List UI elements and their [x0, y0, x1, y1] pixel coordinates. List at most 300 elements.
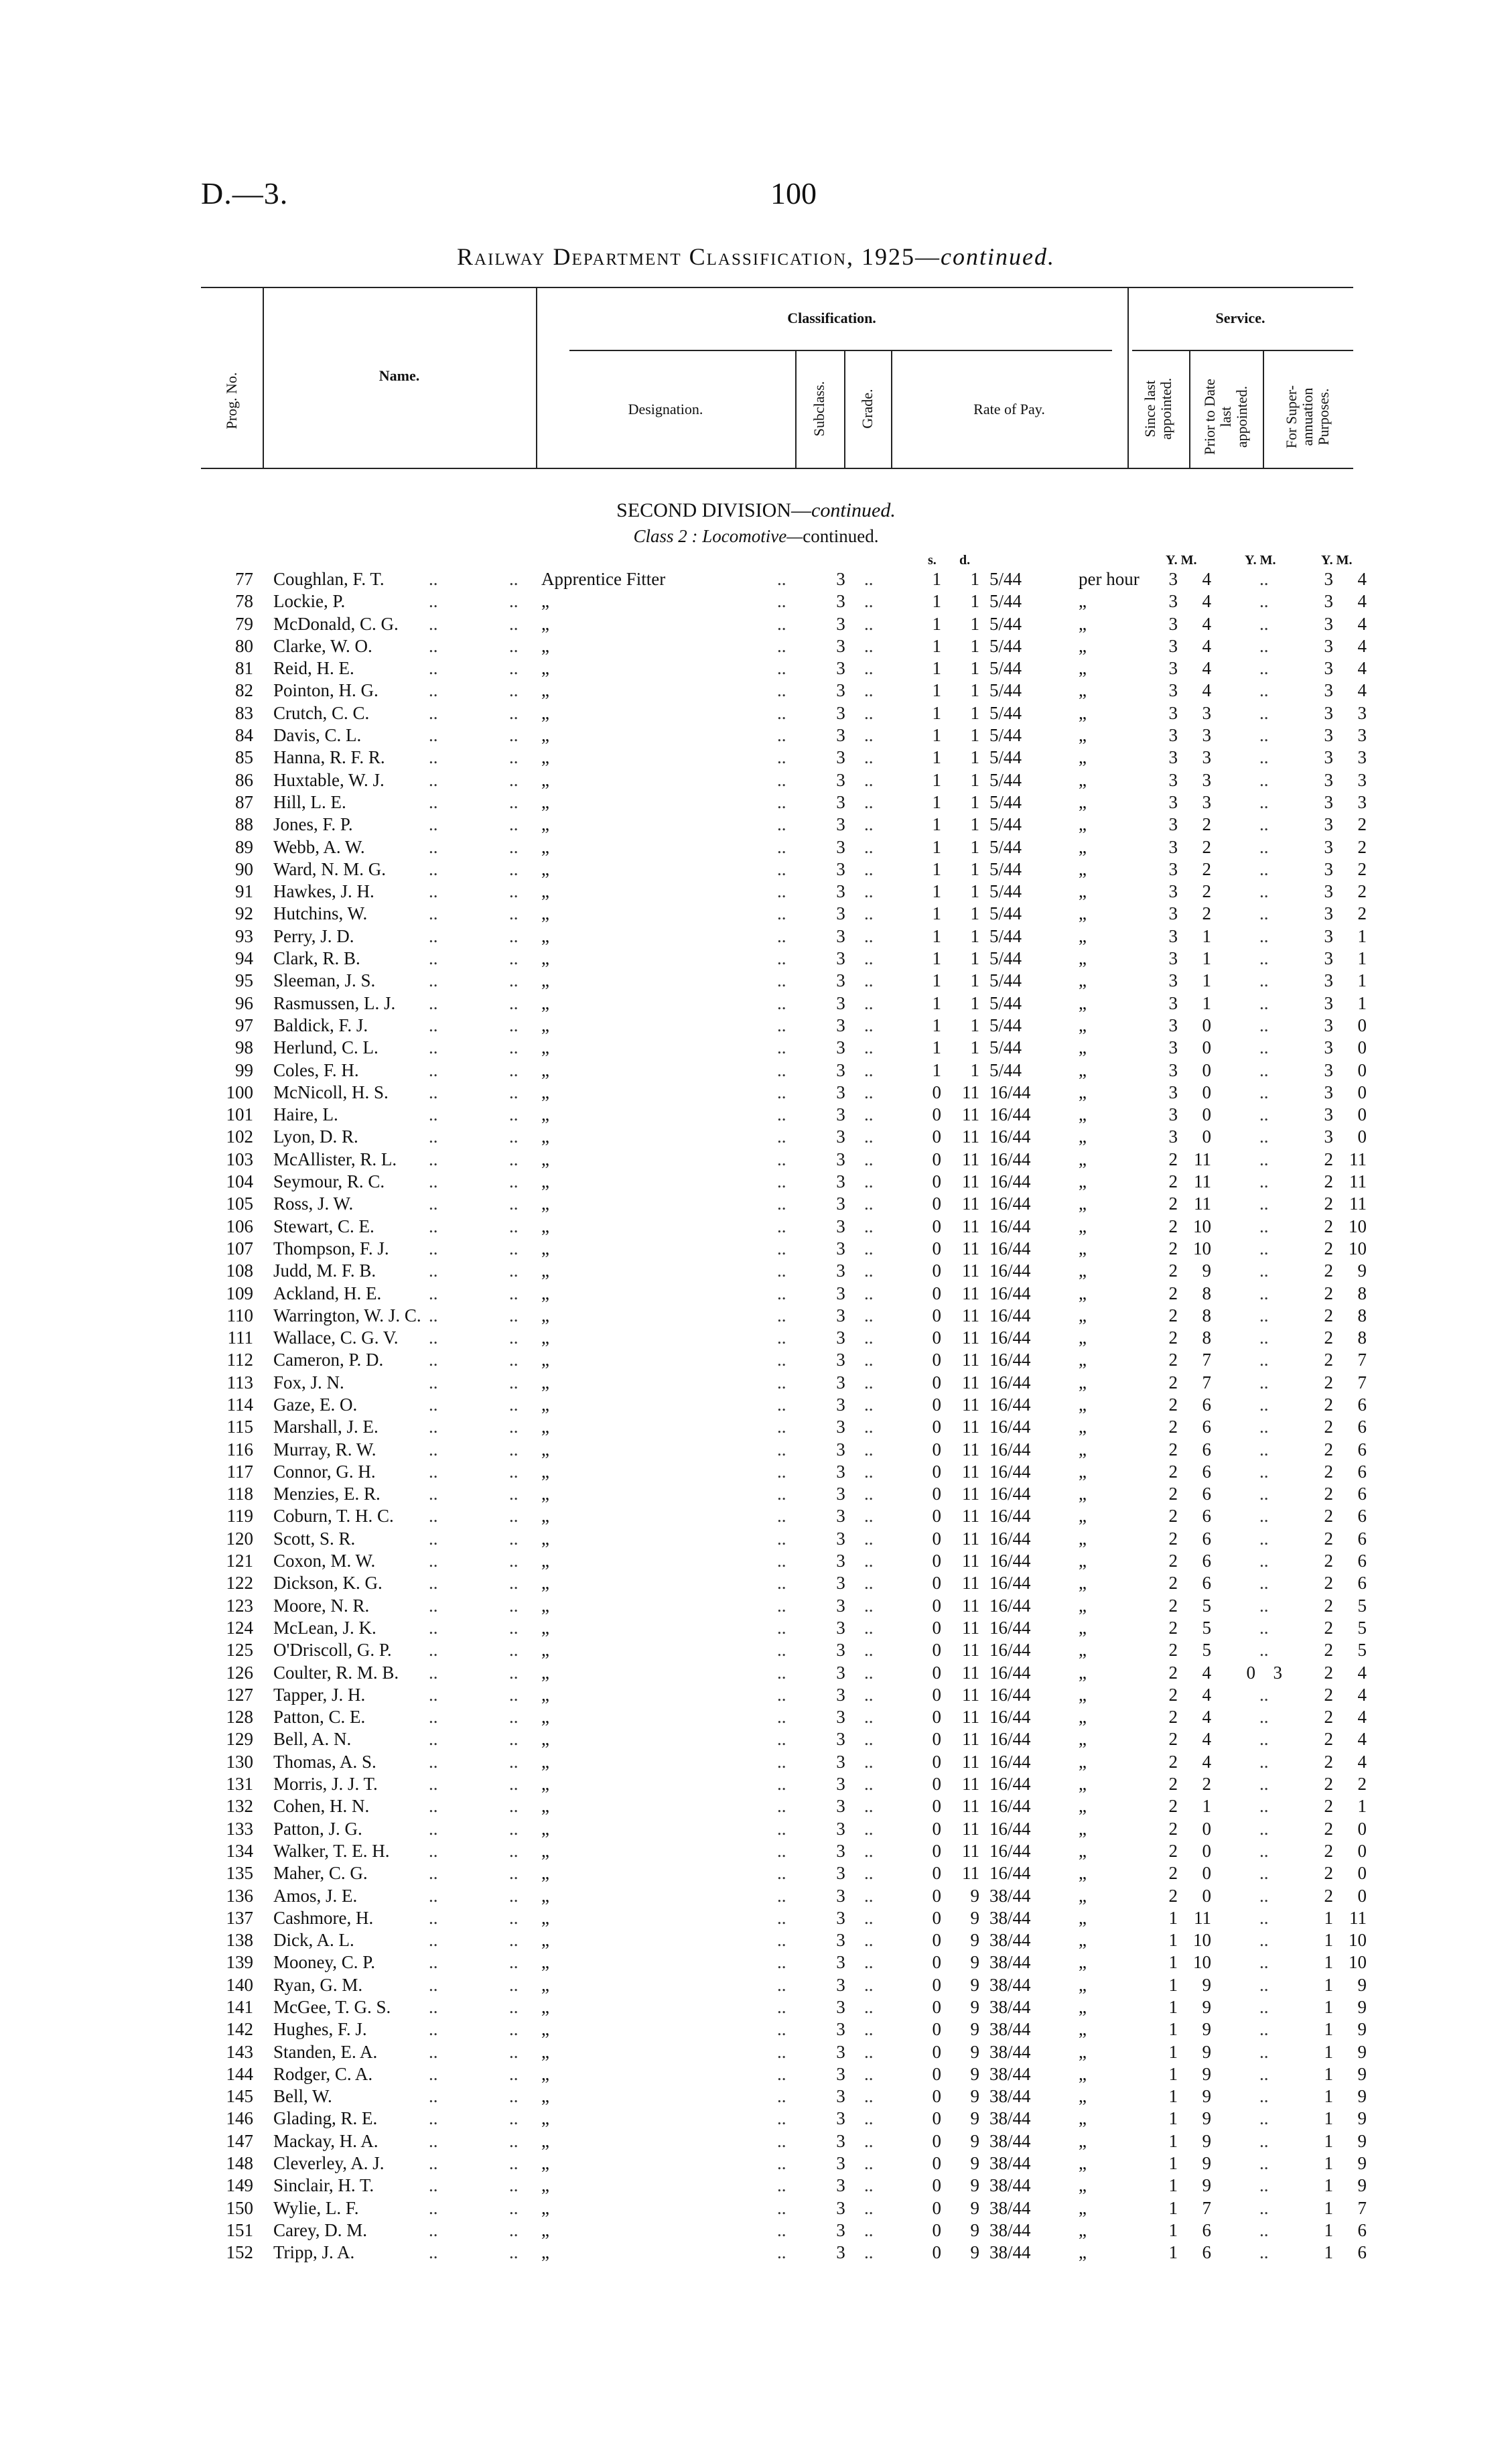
cell-super-years: 2	[1324, 1840, 1333, 1861]
table-row	[0, 1037, 1512, 1059]
leader-dots: ..	[509, 1774, 519, 1795]
cell-name: Moore, N. R.	[273, 1595, 370, 1616]
cell-since-years: 1	[1168, 1907, 1178, 1928]
cell-name: Bell, A. N.	[273, 1729, 352, 1750]
cell-pay-shillings: 0	[932, 1907, 941, 1928]
leader-dots: ..	[509, 1461, 519, 1482]
leader-dots: ..	[1259, 2242, 1269, 2263]
cell-pay-per: „	[1079, 658, 1087, 679]
leader-dots: ..	[864, 1729, 874, 1750]
cell-pay-fraction: 38/44	[989, 1907, 1031, 1928]
leader-dots: ..	[1259, 725, 1269, 746]
leader-dots: ..	[509, 903, 519, 924]
cell-pay-pence: 9	[970, 1907, 979, 1928]
leader-dots: ..	[1259, 1707, 1269, 1728]
cell-prog-no: 125	[226, 1640, 253, 1661]
cell-super-years: 1	[1324, 2153, 1333, 2174]
cell-pay-pence: 1	[970, 791, 979, 812]
leader-dots: ..	[509, 1573, 519, 1594]
cell-super-months: 1	[1357, 992, 1367, 1013]
cell-pay-per: „	[1079, 1952, 1087, 1973]
leader-dots: ..	[777, 702, 786, 723]
cell-designation: „	[541, 680, 549, 701]
cell-designation: „	[541, 1394, 549, 1415]
cell-pay-per: „	[1079, 1059, 1087, 1080]
leader-dots: ..	[864, 1461, 874, 1482]
cell-pay-per: „	[1079, 1974, 1087, 1995]
cell-subclass: 3	[836, 1037, 845, 1058]
cell-super-years: 1	[1324, 1997, 1333, 2017]
cell-super-years: 2	[1324, 1283, 1333, 1303]
table-row	[0, 1104, 1512, 1126]
cell-subclass: 3	[836, 702, 845, 723]
cell-pay-pence: 11	[962, 1193, 979, 1214]
leader-dots: ..	[429, 1551, 438, 1571]
cell-name: Coxon, M. W.	[273, 1551, 376, 1571]
leader-dots: ..	[777, 1216, 786, 1236]
leader-dots: ..	[1259, 1573, 1269, 1594]
cell-since-months: 4	[1202, 1662, 1211, 1683]
table-row	[0, 992, 1512, 1015]
cell-super-years: 3	[1324, 569, 1333, 589]
cell-subclass: 3	[836, 1149, 845, 1169]
cell-designation: „	[541, 1595, 549, 1616]
cell-designation: „	[541, 1015, 549, 1035]
cell-super-months: 9	[1357, 2086, 1367, 2107]
cell-prog-no: 137	[226, 1907, 253, 1928]
cell-name: Cleverley, A. J.	[273, 2153, 385, 2174]
document-reference: D.—3.	[201, 176, 289, 210]
cell-super-months: 6	[1357, 2242, 1367, 2263]
cell-pay-pence: 1	[970, 1037, 979, 1058]
cell-pay-fraction: 5/44	[989, 836, 1022, 857]
leader-dots: ..	[1259, 1283, 1269, 1303]
cell-super-years: 2	[1324, 1238, 1333, 1258]
cell-super-months: 2	[1357, 903, 1367, 924]
cell-super-months: 4	[1357, 658, 1367, 679]
leader-dots: ..	[1259, 613, 1269, 634]
leader-dots: ..	[864, 2197, 874, 2218]
cell-since-months: 8	[1202, 1305, 1211, 1325]
cell-pay-shillings: 1	[932, 658, 941, 679]
cell-super-months: 6	[1357, 1439, 1367, 1460]
leader-dots: ..	[509, 1528, 519, 1549]
cell-since-months: 9	[1202, 1974, 1211, 1995]
cell-pay-fraction: 5/44	[989, 769, 1022, 790]
cell-since-months: 6	[1202, 2219, 1211, 2240]
leader-dots: ..	[864, 2108, 874, 2129]
leader-dots: ..	[864, 791, 874, 812]
col-designation: Designation.	[628, 401, 703, 417]
cell-prog-no: 82	[235, 680, 253, 701]
leader-dots: ..	[864, 2086, 874, 2107]
cell-super-years: 2	[1324, 1573, 1333, 1594]
cell-pay-shillings: 0	[932, 1952, 941, 1973]
cell-pay-pence: 11	[962, 1840, 979, 1861]
cell-since-months: 10	[1193, 1238, 1211, 1258]
cell-pay-shillings: 0	[932, 1417, 941, 1437]
cell-super-months: 8	[1357, 1305, 1367, 1325]
leader-dots: ..	[509, 2175, 519, 2196]
leader-dots: ..	[509, 1840, 519, 1861]
cell-pay-fraction: 5/44	[989, 791, 1022, 812]
leader-dots: ..	[777, 1506, 786, 1527]
leader-dots: ..	[429, 1484, 438, 1504]
cell-since-years: 1	[1168, 2086, 1178, 2107]
cell-pay-per: „	[1079, 814, 1087, 835]
unit-shillings: s.	[928, 553, 937, 568]
cell-since-months: 5	[1202, 1595, 1211, 1616]
cell-super-years: 3	[1324, 814, 1333, 835]
table-row	[0, 1818, 1512, 1840]
cell-super-months: 10	[1349, 1238, 1367, 1258]
leader-dots: ..	[429, 903, 438, 924]
cell-pay-shillings: 0	[932, 1729, 941, 1750]
leader-dots: ..	[509, 1684, 519, 1705]
leader-dots: ..	[864, 569, 874, 589]
cell-prog-no: 90	[235, 858, 253, 879]
cell-name: Huxtable, W. J.	[273, 769, 385, 790]
col-grade: Grade.	[859, 389, 876, 429]
leader-dots: ..	[777, 1372, 786, 1392]
cell-prog-no: 80	[235, 635, 253, 656]
cell-prior-months: 3	[1273, 1662, 1282, 1683]
leader-dots: ..	[429, 680, 438, 701]
leader-dots: ..	[429, 1818, 438, 1839]
cell-since-years: 3	[1168, 725, 1178, 746]
cell-since-months: 7	[1202, 1350, 1211, 1370]
cell-pay-pence: 1	[970, 925, 979, 946]
cell-prog-no: 144	[226, 2063, 253, 2084]
leader-dots: ..	[777, 1461, 786, 1482]
cell-subclass: 3	[836, 613, 845, 634]
cell-super-months: 9	[1357, 2063, 1367, 2084]
cell-pay-pence: 1	[970, 836, 979, 857]
leader-dots: ..	[429, 769, 438, 790]
leader-dots: ..	[864, 2153, 874, 2174]
cell-prog-no: 117	[226, 1461, 253, 1482]
cell-designation: „	[541, 635, 549, 656]
cell-pay-fraction: 38/44	[989, 2086, 1031, 2107]
leader-dots: ..	[777, 2153, 786, 2174]
division-suffix: continued.	[811, 499, 896, 521]
cell-super-years: 2	[1324, 1305, 1333, 1325]
cell-pay-pence: 11	[962, 1818, 979, 1839]
col-service: Service.	[1215, 310, 1265, 326]
cell-designation: „	[541, 1171, 549, 1192]
cell-designation: „	[541, 948, 549, 969]
cell-since-years: 2	[1168, 1818, 1178, 1839]
cell-subclass: 3	[836, 1751, 845, 1772]
cell-since-months: 8	[1202, 1283, 1211, 1303]
cell-designation: „	[541, 1751, 549, 1772]
cell-pay-shillings: 0	[932, 1796, 941, 1817]
leader-dots: ..	[864, 1907, 874, 1928]
cell-super-months: 4	[1357, 591, 1367, 612]
cell-pay-per: „	[1079, 1439, 1087, 1460]
cell-pay-pence: 1	[970, 858, 979, 879]
cell-designation: „	[541, 1952, 549, 1973]
cell-pay-pence: 11	[962, 1461, 979, 1482]
cell-since-years: 3	[1168, 858, 1178, 879]
cell-since-months: 6	[1202, 1461, 1211, 1482]
cell-since-years: 2	[1168, 1796, 1178, 1817]
table-row	[0, 2085, 1512, 2108]
cell-pay-pence: 9	[970, 1930, 979, 1951]
table-row	[0, 1327, 1512, 1349]
cell-prog-no: 150	[226, 2197, 253, 2218]
leader-dots: ..	[864, 1126, 874, 1147]
cell-since-months: 4	[1202, 635, 1211, 656]
cell-pay-fraction: 16/44	[989, 1260, 1031, 1281]
cell-pay-shillings: 1	[932, 747, 941, 768]
leader-dots: ..	[1259, 925, 1269, 946]
leader-dots: ..	[429, 1974, 438, 1995]
cell-since-years: 3	[1168, 1104, 1178, 1125]
table-row	[0, 1171, 1512, 1193]
cell-pay-fraction: 5/44	[989, 1037, 1022, 1058]
leader-dots: ..	[777, 1974, 786, 1995]
leader-dots: ..	[864, 992, 874, 1013]
cell-prog-no: 143	[226, 2041, 253, 2062]
leader-dots: ..	[777, 1327, 786, 1348]
cell-pay-pence: 1	[970, 591, 979, 612]
cell-since-months: 0	[1202, 1126, 1211, 1147]
cell-super-months: 9	[1357, 1997, 1367, 2017]
cell-prog-no: 111	[227, 1327, 253, 1348]
cell-designation: „	[541, 1082, 549, 1102]
col-prog-no: Prog. No.	[223, 372, 240, 430]
cell-pay-per: „	[1079, 1238, 1087, 1258]
leader-dots: ..	[429, 1506, 438, 1527]
table-row	[0, 2242, 1512, 2264]
table-row	[0, 903, 1512, 925]
leader-dots: ..	[864, 2242, 874, 2263]
leader-dots: ..	[429, 1439, 438, 1460]
cell-super-years: 3	[1324, 1104, 1333, 1125]
cell-pay-fraction: 5/44	[989, 881, 1022, 902]
cell-super-years: 2	[1324, 1417, 1333, 1437]
cell-subclass: 3	[836, 1907, 845, 1928]
title-suffix: continued.	[941, 243, 1055, 270]
cell-since-months: 6	[1202, 2242, 1211, 2263]
cell-prog-no: 146	[226, 2108, 253, 2129]
leader-dots: ..	[509, 1260, 519, 1281]
leader-dots: ..	[777, 925, 786, 946]
cell-super-years: 1	[1324, 2041, 1333, 2062]
leader-dots: ..	[1259, 1863, 1269, 1884]
cell-subclass: 3	[836, 769, 845, 790]
leader-dots: ..	[429, 2019, 438, 2040]
cell-pay-shillings: 0	[932, 1528, 941, 1549]
leader-dots: ..	[1259, 1974, 1269, 1995]
cell-pay-pence: 11	[962, 1350, 979, 1370]
cell-since-years: 1	[1168, 2108, 1178, 2129]
leader-dots: ..	[509, 702, 519, 723]
class-label: Class 2 :	[633, 526, 698, 546]
leader-dots: ..	[777, 814, 786, 835]
leader-dots: ..	[1259, 569, 1269, 589]
cell-super-months: 4	[1357, 613, 1367, 634]
cell-prog-no: 114	[226, 1394, 253, 1415]
cell-since-years: 3	[1168, 814, 1178, 835]
cell-super-months: 8	[1357, 1283, 1367, 1303]
leader-dots: ..	[509, 1818, 519, 1839]
leader-dots: ..	[777, 1907, 786, 1928]
cell-pay-fraction: 5/44	[989, 635, 1022, 656]
cell-super-months: 0	[1357, 1059, 1367, 1080]
cell-super-months: 0	[1357, 1015, 1367, 1035]
leader-dots: ..	[509, 747, 519, 768]
cell-pay-pence: 11	[962, 1617, 979, 1638]
cell-super-years: 3	[1324, 1126, 1333, 1147]
leader-dots: ..	[429, 1350, 438, 1370]
cell-designation: „	[541, 2130, 549, 2151]
cell-super-years: 2	[1324, 1774, 1333, 1795]
cell-since-months: 4	[1202, 1729, 1211, 1750]
cell-super-months: 9	[1357, 2041, 1367, 2062]
leader-dots: ..	[429, 1774, 438, 1795]
leader-dots: ..	[1259, 591, 1269, 612]
table-row	[0, 814, 1512, 836]
leader-dots: ..	[777, 1774, 786, 1795]
cell-since-months: 9	[1202, 2108, 1211, 2129]
cell-since-years: 3	[1168, 903, 1178, 924]
cell-subclass: 3	[836, 1595, 845, 1616]
cell-designation: „	[541, 836, 549, 857]
cell-prog-no: 78	[235, 591, 253, 612]
cell-prog-no: 116	[226, 1439, 253, 1460]
cell-subclass: 3	[836, 1015, 845, 1035]
table-row	[0, 635, 1512, 657]
cell-designation: „	[541, 1506, 549, 1527]
cell-since-months: 0	[1202, 1818, 1211, 1839]
cell-since-years: 3	[1168, 948, 1178, 969]
cell-subclass: 3	[836, 1059, 845, 1080]
cell-pay-fraction: 16/44	[989, 1484, 1031, 1504]
cell-pay-shillings: 1	[932, 858, 941, 879]
cell-name: Sleeman, J. S.	[273, 970, 376, 991]
cell-since-months: 1	[1202, 970, 1211, 991]
cell-pay-per: „	[1079, 1126, 1087, 1147]
cell-prog-no: 87	[235, 791, 253, 812]
leader-dots: ..	[777, 858, 786, 879]
leader-dots: ..	[777, 1952, 786, 1973]
leader-dots: ..	[429, 1885, 438, 1906]
cell-name: Herlund, C. L.	[273, 1037, 379, 1058]
table-row	[0, 1483, 1512, 1505]
table-row	[0, 1951, 1512, 1973]
cell-pay-shillings: 0	[932, 1840, 941, 1861]
leader-dots: ..	[777, 1015, 786, 1035]
leader-dots: ..	[1259, 948, 1269, 969]
leader-dots: ..	[777, 2019, 786, 2040]
cell-designation: „	[541, 1126, 549, 1147]
cell-pay-per: „	[1079, 2242, 1087, 2263]
leader-dots: ..	[777, 992, 786, 1013]
cell-pay-pence: 11	[962, 1394, 979, 1415]
cell-designation: „	[541, 769, 549, 790]
leader-dots: ..	[429, 970, 438, 991]
table-row	[0, 1126, 1512, 1148]
unit-ym-super: Y. M.	[1321, 553, 1353, 568]
cell-name: Stewart, C. E.	[273, 1216, 374, 1236]
cell-super-years: 2	[1324, 1551, 1333, 1571]
cell-subclass: 3	[836, 2019, 845, 2040]
cell-designation: „	[541, 1573, 549, 1594]
class-heading: Class 2 : Locomotive—continued.	[633, 526, 879, 546]
cell-name: Gaze, E. O.	[273, 1394, 358, 1415]
cell-subclass: 3	[836, 1617, 845, 1638]
cell-designation: „	[541, 791, 549, 812]
leader-dots: ..	[864, 1394, 874, 1415]
cell-since-years: 3	[1168, 791, 1178, 812]
leader-dots: ..	[864, 1238, 874, 1258]
leader-dots: ..	[777, 1059, 786, 1080]
leader-dots: ..	[777, 1439, 786, 1460]
leader-dots: ..	[509, 569, 519, 589]
cell-super-months: 9	[1357, 2108, 1367, 2129]
cell-pay-fraction: 38/44	[989, 2175, 1031, 2196]
cell-pay-fraction: 38/44	[989, 1885, 1031, 1906]
leader-dots: ..	[429, 1729, 438, 1750]
leader-dots: ..	[1259, 1506, 1269, 1527]
cell-super-years: 2	[1324, 1885, 1333, 1906]
cell-prog-no: 79	[235, 613, 253, 634]
table-row	[0, 2219, 1512, 2242]
cell-designation: „	[541, 1104, 549, 1125]
cell-pay-per: „	[1079, 747, 1087, 768]
cell-super-months: 4	[1357, 569, 1367, 589]
leader-dots: ..	[864, 1818, 874, 1839]
cell-pay-per: „	[1079, 1283, 1087, 1303]
table-row	[0, 1572, 1512, 1594]
cell-pay-fraction: 5/44	[989, 903, 1022, 924]
cell-designation: „	[541, 1461, 549, 1482]
leader-dots: ..	[777, 1528, 786, 1549]
cell-super-months: 6	[1357, 1417, 1367, 1437]
leader-dots: ..	[429, 1662, 438, 1683]
leader-dots: ..	[429, 1082, 438, 1102]
cell-pay-per: „	[1079, 2063, 1087, 2084]
cell-subclass: 3	[836, 1662, 845, 1683]
cell-super-months: 4	[1357, 1729, 1367, 1750]
cell-subclass: 3	[836, 858, 845, 879]
cell-since-years: 2	[1168, 1171, 1178, 1192]
cell-super-years: 2	[1324, 1484, 1333, 1504]
cell-pay-per: „	[1079, 1751, 1087, 1772]
cell-pay-pence: 11	[962, 1484, 979, 1504]
cell-since-months: 9	[1202, 1260, 1211, 1281]
cell-since-years: 2	[1168, 1640, 1178, 1661]
cell-pay-shillings: 1	[932, 970, 941, 991]
cell-pay-pence: 11	[962, 1216, 979, 1236]
cell-super-years: 2	[1324, 1617, 1333, 1638]
cell-pay-pence: 1	[970, 569, 979, 589]
cell-prog-no: 83	[235, 702, 253, 723]
leader-dots: ..	[429, 1193, 438, 1214]
cell-prog-no: 136	[226, 1885, 253, 1906]
leader-dots: ..	[864, 1439, 874, 1460]
leader-dots: ..	[429, 1796, 438, 1817]
leader-dots: ..	[1259, 903, 1269, 924]
cell-since-years: 2	[1168, 1506, 1178, 1527]
cell-since-months: 4	[1202, 613, 1211, 634]
cell-pay-pence: 9	[970, 2219, 979, 2240]
table-row	[0, 1149, 1512, 1171]
cell-pay-shillings: 0	[932, 2153, 941, 2174]
cell-since-years: 2	[1168, 1595, 1178, 1616]
